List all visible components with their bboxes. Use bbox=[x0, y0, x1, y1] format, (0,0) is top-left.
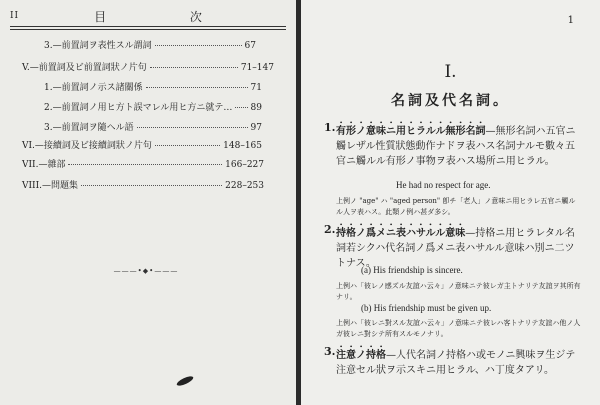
toc-title: 目 次 bbox=[94, 10, 242, 24]
right-page bbox=[301, 0, 600, 405]
toc-pages: 89 bbox=[250, 103, 262, 113]
ornament-divider: ———•◆•——— bbox=[113, 267, 179, 275]
toc-pages: 71 bbox=[250, 83, 262, 93]
section-1 bbox=[324, 120, 581, 169]
toc-entry bbox=[22, 178, 264, 191]
toc-pages: 67 bbox=[244, 41, 256, 51]
toc-leader bbox=[155, 145, 220, 146]
example-note: 上例ノ "age" ハ "aged person" 卽チ「老人」ノ意味ニ用ヒラレ五官ニ觸ルル人ヲ表ハス。此類ノ例ハ甚ダ多シ。 bbox=[336, 197, 576, 216]
left-page bbox=[0, 0, 296, 405]
example-sentence-b: (b) His friendship must be given up. bbox=[361, 303, 492, 313]
toc-pages: 97 bbox=[250, 123, 262, 133]
toc-entry bbox=[44, 80, 262, 93]
toc-leader bbox=[68, 164, 222, 165]
header-rule-inner bbox=[10, 29, 286, 30]
toc-label: 1.—前置詞ノ示ス諸關係 bbox=[44, 83, 143, 93]
toc-pages: 148–165 bbox=[223, 141, 262, 151]
toc-label: VI.—接續詞及ビ接續詞狀ノ片句 bbox=[22, 141, 152, 151]
toc-label: 3.—前置詞ヲ表性スル謂詞 bbox=[44, 41, 152, 51]
toc-label: 2.—前置詞ノ用ヒ方ト誤マレル用ヒ方ニ就テ… bbox=[44, 103, 233, 113]
section-number: 3. bbox=[324, 345, 336, 358]
toc-leader bbox=[137, 127, 248, 128]
section-number: 1. bbox=[324, 121, 336, 134]
section-text: —人代名詞ノ持格ハ或モノニ興味ヲ生ジテ注意セル狀ヲ示スキニ用ヒラル、ハ丁度タアリ。 bbox=[336, 350, 576, 376]
toc-entry bbox=[44, 120, 262, 133]
section-2 bbox=[324, 222, 581, 271]
chapter-number: I. bbox=[444, 62, 457, 82]
section-text: —持格ニ用ヒラレタル名詞若シクハ代名詞ノ爲メニ表ハサルル意味ハ別ニ二ツトナス。 bbox=[336, 228, 575, 269]
toc-pages: 166–227 bbox=[225, 160, 264, 170]
section-heading: 有形ノ意味ニ用ヒラルル無形名詞 bbox=[336, 126, 486, 137]
toc-leader bbox=[81, 185, 222, 186]
toc-entry bbox=[44, 38, 256, 51]
section-heading: 注意ノ持格 bbox=[336, 350, 386, 361]
toc-leader bbox=[235, 107, 247, 108]
section-text: —無形名詞ハ五官ニ觸レザル性質狀態動作ナドヲ表ハス名詞ナルモ數々五官ニ觸ルル有形ノ事物ヲ表ハス場所ニ用ヒラル。 bbox=[336, 126, 576, 167]
toc-entry bbox=[44, 100, 262, 113]
toc-leader bbox=[150, 67, 238, 68]
section-3 bbox=[324, 344, 581, 378]
toc-pages: 228–253 bbox=[225, 181, 264, 191]
example-sentence-a: (a) His friendship is sincere. bbox=[361, 265, 463, 275]
chapter-title: 名詞及代名詞。 bbox=[391, 93, 510, 109]
toc-entry bbox=[22, 138, 262, 151]
toc-label: VII.—雜部 bbox=[22, 160, 66, 170]
example-note-b: 上例ハ「彼レニ對スル友誼ハ云々」ノ意味ニテ彼レハ客トナリテ友誼ハ他ノ人ガ彼レニ對シテ所有スルモノナリ。 bbox=[336, 319, 581, 338]
right-page-number: 1 bbox=[567, 15, 574, 26]
header-rule bbox=[10, 26, 286, 27]
paper-stain bbox=[176, 374, 195, 387]
toc-label: 3.—前置詞ヲ隨ヘル語 bbox=[44, 123, 134, 133]
toc-pages: 71–147 bbox=[240, 63, 274, 73]
section-number: 2. bbox=[324, 223, 336, 236]
toc-entry bbox=[22, 60, 274, 73]
left-page-number: II bbox=[10, 11, 20, 21]
toc-label: V.—前置詞及ビ前置詞狀ノ片句 bbox=[22, 63, 147, 73]
toc-label: VIII.—問題集 bbox=[22, 181, 79, 191]
toc-leader bbox=[146, 87, 248, 88]
example-sentence: He had no respect for age. bbox=[396, 180, 491, 190]
toc-leader bbox=[155, 45, 242, 46]
toc-entry bbox=[22, 157, 264, 170]
section-heading: 持格ノ爲メニ表ハサルル意味 bbox=[336, 228, 466, 239]
example-note-a: 上例ハ「彼レノ感ズル友誼ハ云々」ノ意味ニテ彼レガ主トナリテ友誼ヲ其所有ナリ。 bbox=[336, 282, 581, 301]
